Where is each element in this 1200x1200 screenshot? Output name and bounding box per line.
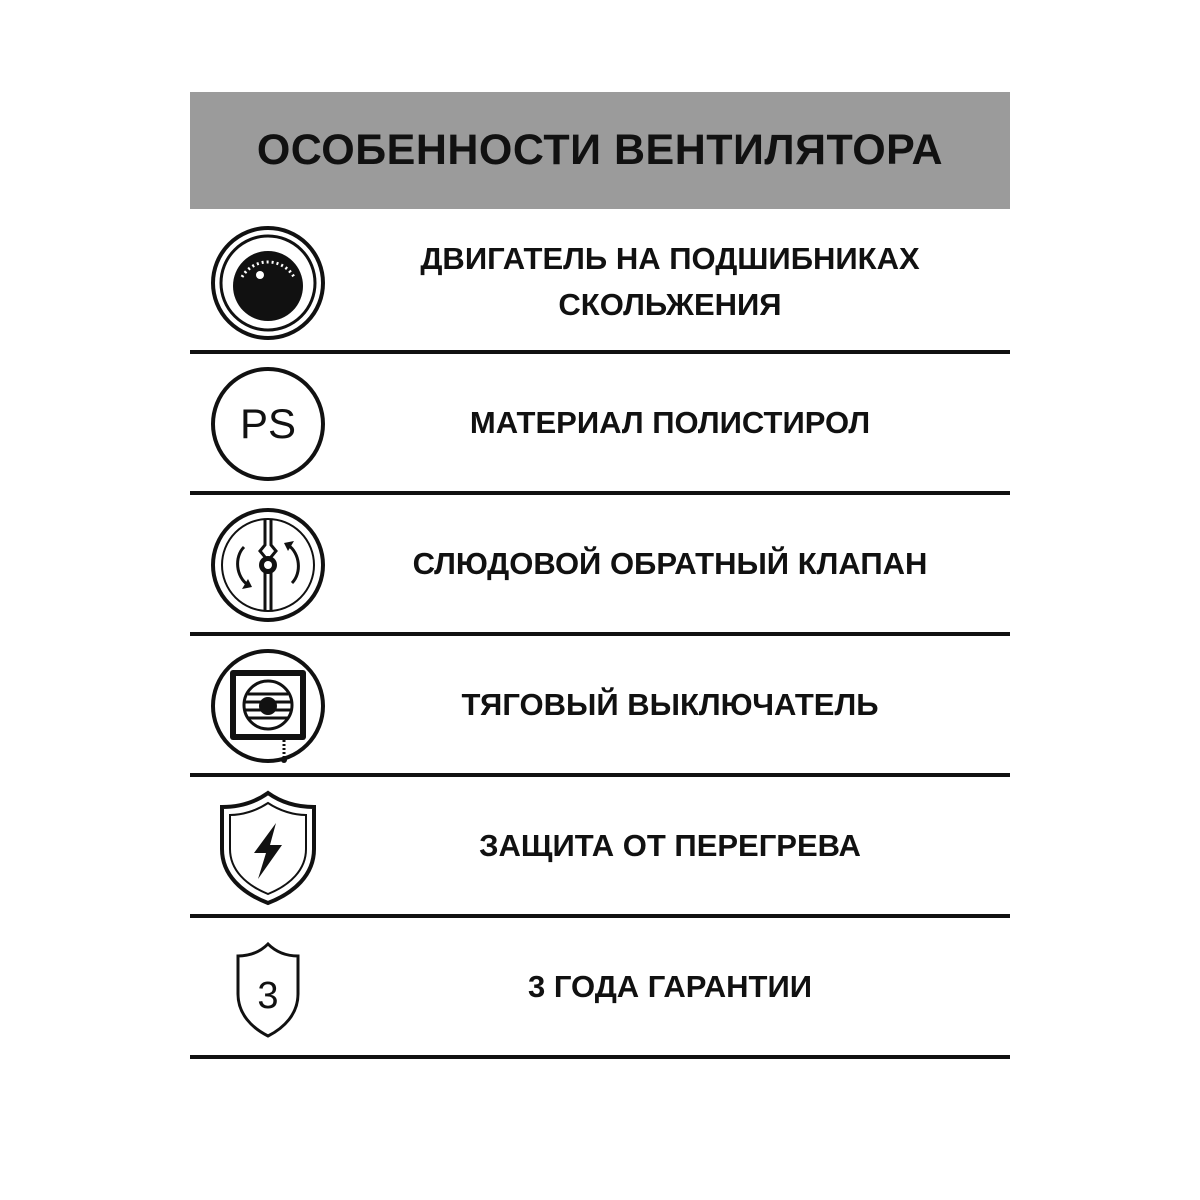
sleeve-bearing-motor-icon: [208, 223, 328, 343]
feature-label-line-2: СКОЛЬЖЕНИЯ: [558, 286, 782, 322]
header-banner: [190, 92, 1010, 209]
feature-label: [370, 918, 970, 1055]
feature-label: [370, 213, 970, 350]
feature-label: [370, 636, 970, 773]
feature-label-line-1: ЗАЩИТА ОТ ПЕРЕГРЕВА: [479, 827, 861, 863]
feature-row-overheat: [190, 777, 1010, 918]
polystyrene-ps-icon: [208, 364, 328, 484]
feature-label-line-1: ДВИГАТЕЛЬ НА ПОДШИБНИКАХ: [420, 240, 920, 276]
feature-label-line-1: СЛЮДОВОЙ ОБРАТНЫЙ КЛАПАН: [412, 545, 928, 581]
feature-row-valve: [190, 495, 1010, 636]
feature-label: [370, 777, 970, 914]
row-divider: [190, 1055, 1010, 1059]
page-title: ОСОБЕННОСТИ ВЕНТИЛЯТОРА: [256, 126, 944, 174]
feature-row-motor: [190, 213, 1010, 354]
check-valve-icon: [208, 505, 328, 625]
feature-label: [370, 495, 970, 632]
feature-row-material: [190, 354, 1010, 495]
overheat-shield-icon: [208, 787, 328, 907]
ps-icon-text: PS: [239, 400, 297, 447]
pull-switch-fan-icon: [208, 646, 328, 766]
feature-label-line-1: 3 ГОДА ГАРАНТИИ: [527, 968, 813, 1004]
feature-label-line-1: ТЯГОВЫЙ ВЫКЛЮЧАТЕЛЬ: [461, 686, 879, 722]
warranty-icon-text: 3: [257, 975, 279, 1017]
feature-row-switch: [190, 636, 1010, 777]
warranty-shield-icon: [208, 928, 328, 1048]
feature-row-warranty: [190, 918, 1010, 1059]
feature-label-line-1: МАТЕРИАЛ ПОЛИСТИРОЛ: [469, 404, 871, 440]
feature-label: [370, 354, 970, 491]
